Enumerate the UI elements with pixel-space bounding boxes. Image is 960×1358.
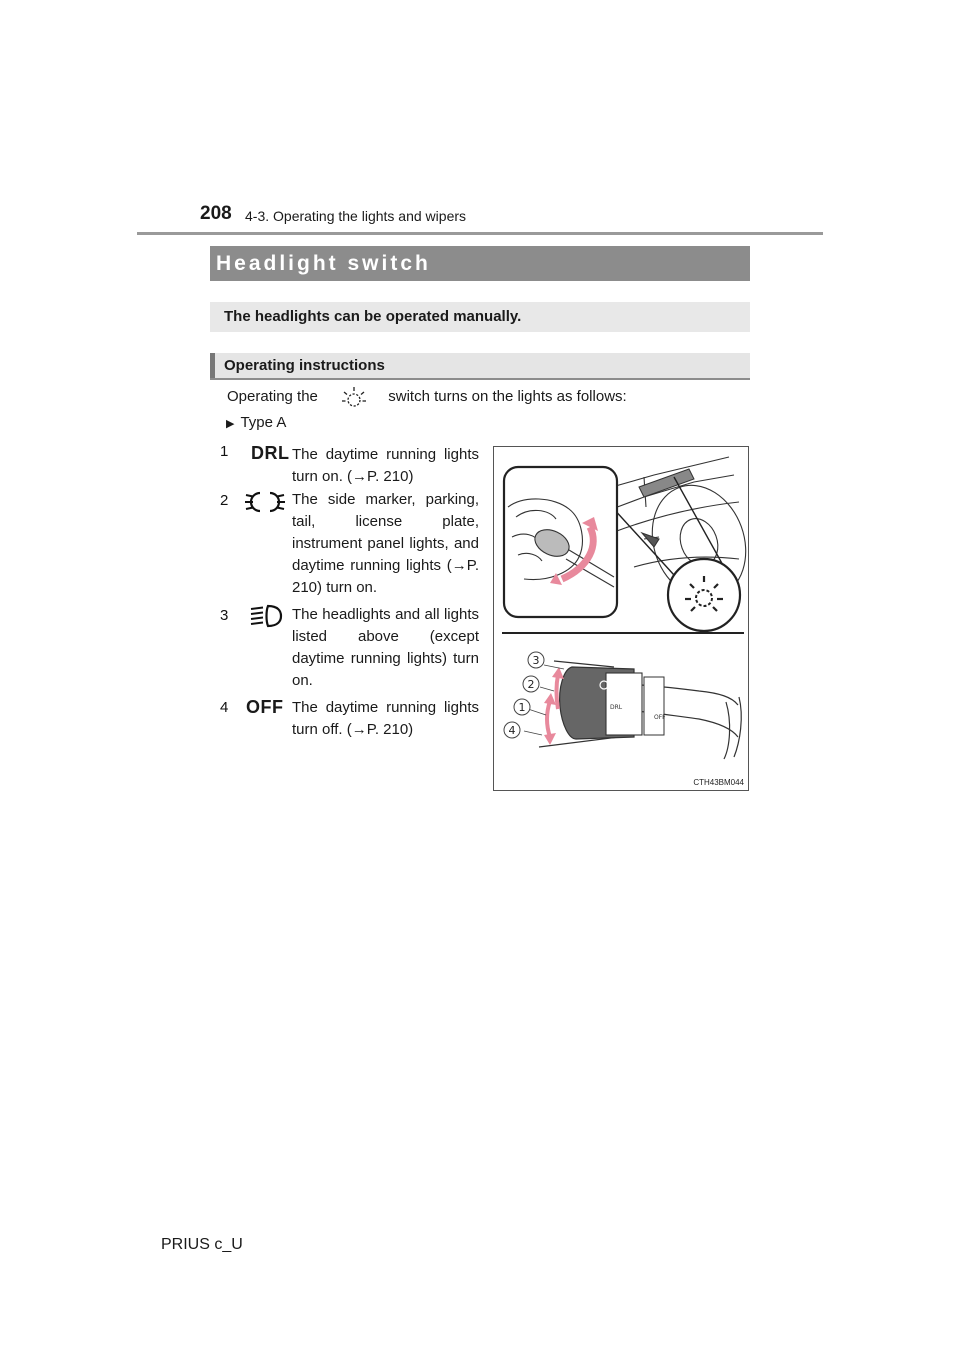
sub-heading-bar bbox=[210, 353, 750, 380]
summary-text: The headlights can be operated manually. bbox=[224, 308, 522, 325]
intro-after: switch turns on the lights as follows: bbox=[388, 388, 627, 405]
callout-3: 3 bbox=[532, 654, 540, 667]
item-2-text: The side marker, parking, tail, license plate, instrument panel lights, and daytime running lights (→P. 210) turn on. bbox=[292, 491, 479, 596]
intro-before: Operating the bbox=[227, 388, 318, 405]
type-label-text: Type A bbox=[240, 414, 287, 431]
lever-label-drl: DRL bbox=[610, 704, 623, 711]
callout-2: 2 bbox=[527, 678, 535, 691]
figure-illustration bbox=[494, 447, 750, 792]
parking-lights-icon bbox=[244, 489, 286, 515]
sub-heading-accent bbox=[210, 353, 215, 378]
intro-text bbox=[227, 388, 627, 405]
section-title: Headlight switch bbox=[216, 252, 431, 275]
lever-label-off: OFF bbox=[654, 714, 666, 721]
footer-model: PRIUS c_U bbox=[161, 1236, 243, 1253]
callout-1: 1 bbox=[518, 701, 526, 714]
header-rule bbox=[137, 232, 823, 235]
type-label bbox=[226, 414, 286, 431]
page-number: 208 bbox=[200, 203, 232, 224]
headlight-switch-sun-icon bbox=[340, 385, 368, 413]
item-4-text: The daytime running lights turn off. (→P. 210) bbox=[292, 699, 479, 738]
section-title-bar bbox=[210, 246, 750, 281]
item-3-number: 3 bbox=[220, 607, 229, 624]
item-2-number: 2 bbox=[220, 492, 229, 509]
item-1-number: 1 bbox=[220, 443, 229, 460]
sub-heading: Operating instructions bbox=[224, 357, 385, 374]
off-symbol: OFF bbox=[246, 697, 284, 717]
summary-box bbox=[210, 302, 750, 332]
item-4-number: 4 bbox=[220, 699, 229, 716]
triangle-bullet-icon: ▶ bbox=[226, 418, 235, 430]
item-3-text: The headlights and all lights listed above (except daytime running lights) turn on. bbox=[292, 606, 479, 689]
headlight-icon bbox=[248, 603, 284, 629]
figure-code: CTH43BM044 bbox=[693, 778, 744, 787]
breadcrumb: 4-3. Operating the lights and wipers bbox=[245, 208, 467, 224]
drl-symbol: DRL bbox=[251, 443, 290, 463]
headlight-switch-figure bbox=[493, 446, 749, 791]
item-1-text: The daytime running lights turn on. (→P. 210) bbox=[292, 446, 479, 485]
callout-4: 4 bbox=[508, 724, 516, 737]
